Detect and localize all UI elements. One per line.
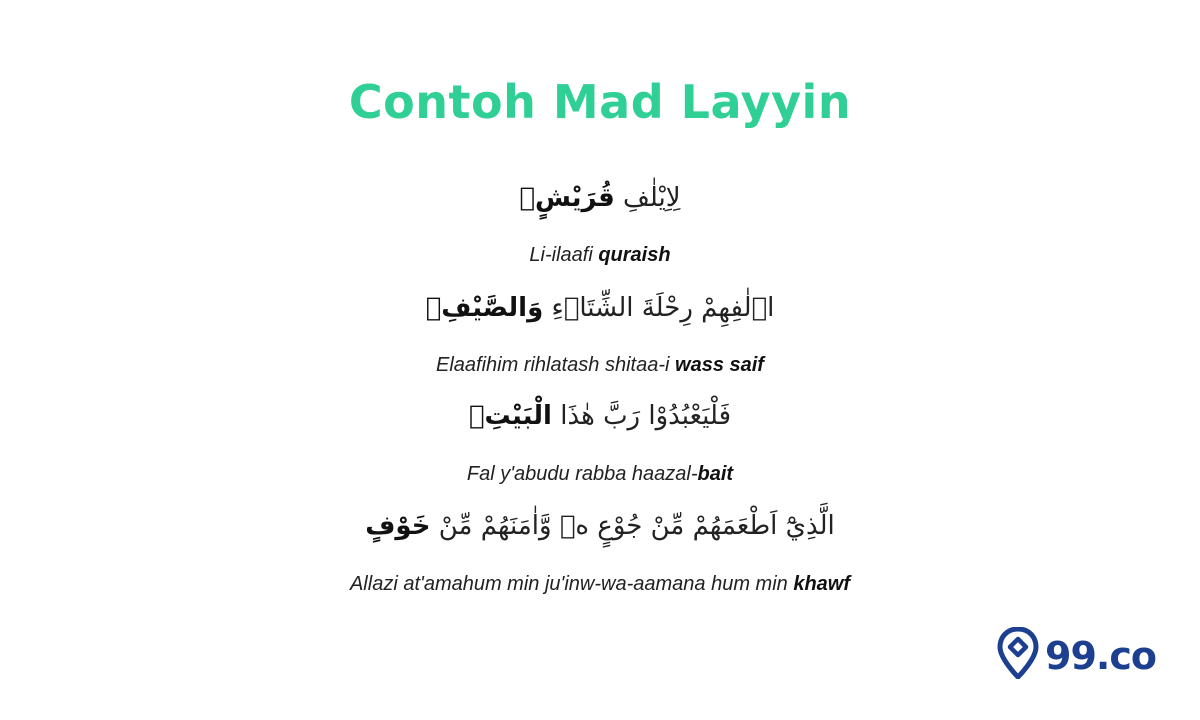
arabic-verse-3-highlight: الْبَيْتِۙ [468, 401, 552, 431]
location-pin-icon [997, 627, 1039, 684]
latin-2-plain: Elaafihim rihlatash shitaa-i [436, 354, 676, 376]
brand-logo-text: 99.co [1045, 633, 1156, 678]
latin-1-plain: Li-ilaafi [529, 244, 599, 266]
brand-logo [997, 627, 1156, 684]
latin-transliteration-1 [0, 242, 1200, 268]
arabic-verse-1 [0, 178, 1200, 218]
latin-3-highlight: bait [697, 463, 734, 485]
arabic-verse-3 [0, 396, 1200, 436]
latin-2-highlight: wass saif [675, 354, 764, 376]
arabic-verse-4-plain: الَّذِيْٓ اَطْعَمَهُمْ مِّنْ جُوْعٍ ەۙ وَّاٰمَنَهُمْ مِّنْ [430, 511, 835, 541]
latin-transliteration-4 [0, 571, 1200, 597]
latin-4-highlight: khawf [793, 573, 851, 595]
arabic-verse-3-plain: فَلْيَعْبُدُوْا رَبَّ هٰذَا [551, 401, 732, 431]
arabic-verse-2 [0, 288, 1200, 328]
latin-4-plain: Allazi at'amahum min ju'inw-wa-aamana hum min [349, 573, 794, 595]
arabic-verse-1-plain: لِاِيْلٰفِ [614, 183, 681, 213]
arabic-verse-4 [0, 506, 1200, 546]
latin-3-plain: Fal y'abudu rabba haazal- [466, 463, 698, 485]
latin-transliteration-3 [0, 461, 1200, 487]
arabic-verse-1-highlight: قُرَيْشٍۙ [519, 183, 615, 213]
latin-1-highlight: quraish [598, 244, 671, 266]
latin-transliteration-2 [0, 352, 1200, 378]
arabic-verse-2-plain: اٖلٰفِهِمْ رِحْلَةَ الشِّتَاۤءِ [543, 293, 775, 323]
arabic-verse-2-highlight: وَالصَّيْفِۚ [425, 293, 544, 323]
arabic-verse-4-highlight: خَوْفٍ [365, 511, 431, 541]
page-title: Contoh Mad Layyin [348, 75, 852, 129]
